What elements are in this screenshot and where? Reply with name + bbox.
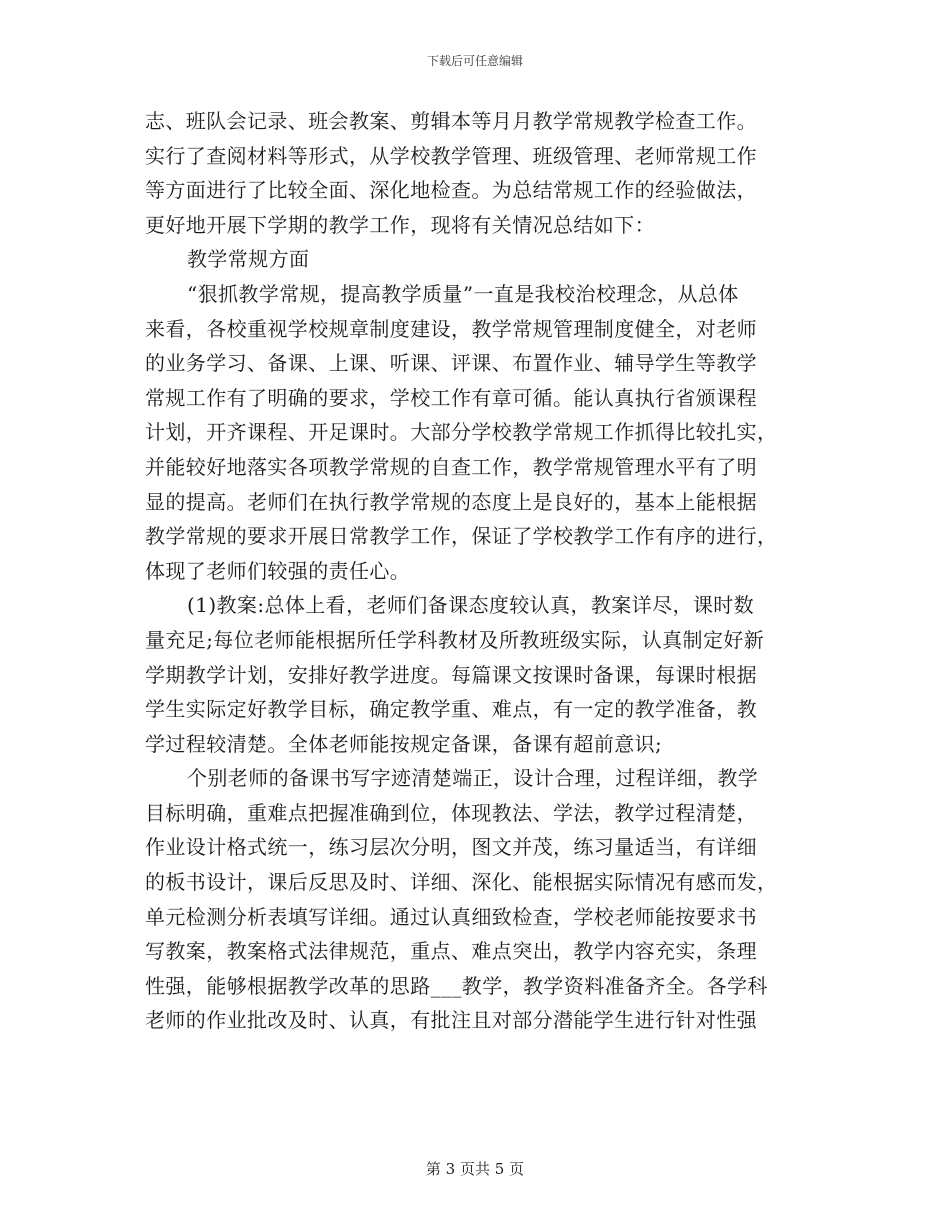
text-line: 的板书设计，课后反思及时、详细、深化、能根据实际情况有感而发，: [145, 870, 778, 895]
text-line: 等方面进行了比较全面、深化地检查。为总结常规工作的经验做法，: [145, 178, 757, 203]
text-line: 性强，能够根据教学改革的思路___教学，教学资料准备齐全。各学科: [145, 973, 768, 998]
text-line: 学生实际定好教学目标，确定教学重、难点，有一定的教学准备，教: [145, 697, 757, 722]
text-line: 个别老师的备课书写字迹清楚端正，设计合理，过程详细，教学: [187, 766, 759, 791]
text-line: 更好地开展下学期的教学工作，现将有关情况总结如下：: [145, 212, 655, 237]
text-line: 常规工作有了明确的要求，学校工作有章可循。能认真执行省颁课程: [145, 385, 757, 410]
text-line: (1)教案:总体上看，老师们备课态度较认真，教案详尽，课时数: [187, 593, 755, 618]
text-line: 作业设计格式统一，练习层次分明，图文并茂，练习量适当，有详细: [145, 835, 757, 860]
text-line: 的业务学习、备课、上课、听课、评课、布置作业、辅导学生等教学: [145, 351, 757, 376]
text-line: 量充足;每位老师能根据所任学科教材及所教班级实际，认真制定好新: [145, 627, 765, 652]
text-line: 目标明确，重难点把握准确到位，体现教法、学法，教学过程清楚，: [145, 800, 757, 825]
text-line: 志、班队会记录、班会教案、剪辑本等月月教学常规教学检查工作。: [145, 109, 757, 133]
text-line: 学过程较清楚。全体老师能按规定备课，备课有超前意识;: [145, 731, 663, 756]
text-line: 教学常规的要求开展日常教学工作，保证了学校教学工作有序的进行，: [145, 524, 778, 549]
text-line: 来看，各校重视学校规章制度建设，教学常规管理制度健全，对老师: [145, 316, 757, 341]
text-line: 并能较好地落实各项教学常规的自查工作，教学常规管理水平有了明: [145, 454, 757, 479]
section-heading: 教学常规方面: [187, 247, 310, 272]
text-line: “狠抓教学常规，提高教学质量”一直是我校治校理念，从总体: [187, 281, 739, 306]
text-line: 单元检测分析表填写详细。通过认真细致检查，学校老师能按要求书: [145, 904, 757, 929]
page-header: 下载后可任意编辑: [426, 54, 523, 68]
page-footer: 第 3 页共 5 页: [425, 1160, 525, 1178]
text-line: 写教案，教案格式法律规范，重点、难点突出，教学内容充实，条理: [145, 939, 757, 964]
text-line: 学期教学计划，安排好教学进度。每篇课文按课时备课，每课时根据: [145, 662, 757, 687]
text-line: 老师的作业批改及时、认真，有批注且对部分潜能学生进行针对性强: [145, 1008, 757, 1033]
text-line: 计划，开齐课程、开足课时。大部分学校教学常规工作抓得比较扎实，: [145, 420, 778, 445]
text-line: 显的提高。老师们在执行教学常规的态度上是良好的，基本上能根据: [145, 489, 757, 514]
text-line: 体现了老师们较强的责任心。: [145, 558, 411, 583]
body-text: [145, 104, 805, 1038]
text-line: 实行了查阅材料等形式，从学校教学管理、班级管理、老师常规工作: [145, 143, 757, 168]
